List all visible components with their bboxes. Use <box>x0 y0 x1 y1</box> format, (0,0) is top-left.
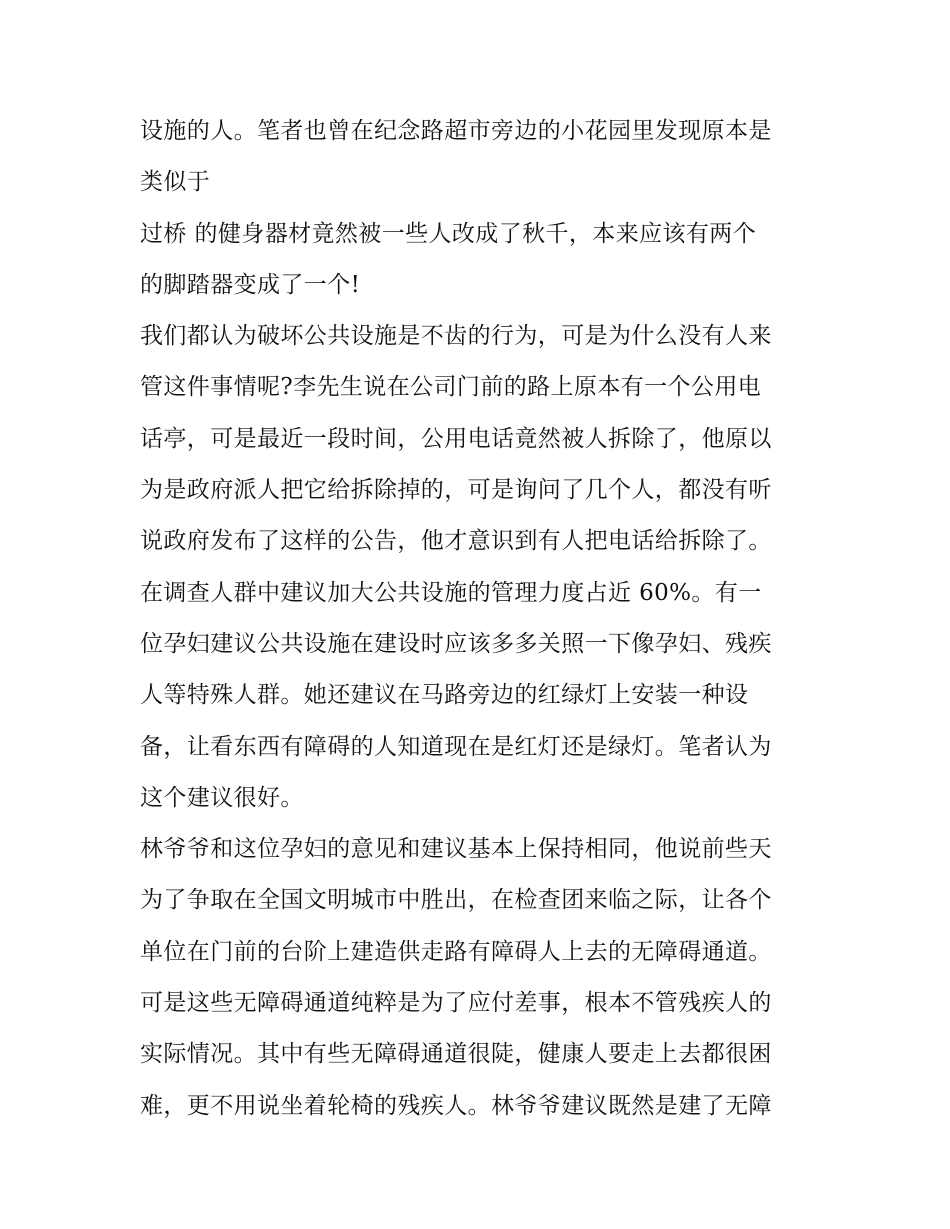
text-line: 说政府发布了这样的公告，他才意识到有人把电话给拆除了。 <box>140 528 772 555</box>
text-line: 类似于 <box>140 169 211 196</box>
text-line: 这个建议很好。 <box>140 784 304 811</box>
text-line: 可是这些无障碍通道纯粹是为了应付差事，根本不管残疾人的 <box>140 990 772 1017</box>
text-line: 备，让看东西有障碍的人知道现在是红灯还是绿灯。笔者认为 <box>140 733 772 760</box>
text-line: 单位在门前的台阶上建造供走路有障碍人上去的无障碍通道。 <box>140 938 772 965</box>
body-text <box>140 106 830 1132</box>
text-line: 设施的人。笔者也曾在纪念路超市旁边的小花园里发现原本是 <box>140 118 772 144</box>
text-line: 过桥 的健身器材竟然被一些人改成了秋千，本来应该有两个 <box>140 220 757 247</box>
text-line: 为是政府派人把它给拆除掉的，可是询问了几个人，都没有听 <box>140 477 772 504</box>
text-line: 话亭，可是最近一段时间，公用电话竟然被人拆除了，他原以 <box>140 425 772 452</box>
text-line: 的脚踏器变成了一个! <box>140 271 361 298</box>
text-line: 管这件事情呢?李先生说在公司门前的路上原本有一个公用电 <box>140 374 762 401</box>
text-line: 位孕妇建议公共设施在建设时应该多多关照一下像孕妇、残疾 <box>140 630 772 657</box>
text-line: 为了争取在全国文明城市中胜出，在检查团来临之际，让各个 <box>140 887 772 914</box>
text-line: 难，更不用说坐着轮椅的残疾人。林爷爷建议既然是建了无障 <box>140 1092 772 1119</box>
text-line: 在调查人群中建议加大公共设施的管理力度占近 60%。有一 <box>140 579 762 606</box>
text-line: 人等特殊人群。她还建议在马路旁边的红绿灯上安装一种设 <box>140 682 749 709</box>
text-line: 林爷爷和这位孕妇的意见和建议基本上保持相同，他说前些天 <box>140 836 772 863</box>
text-line: 我们都认为破坏公共设施是不齿的行为，可是为什么没有人来 <box>140 323 772 350</box>
text-line: 实际情况。其中有些无障碍通道很陡，健康人要走上去都很困 <box>140 1041 772 1068</box>
